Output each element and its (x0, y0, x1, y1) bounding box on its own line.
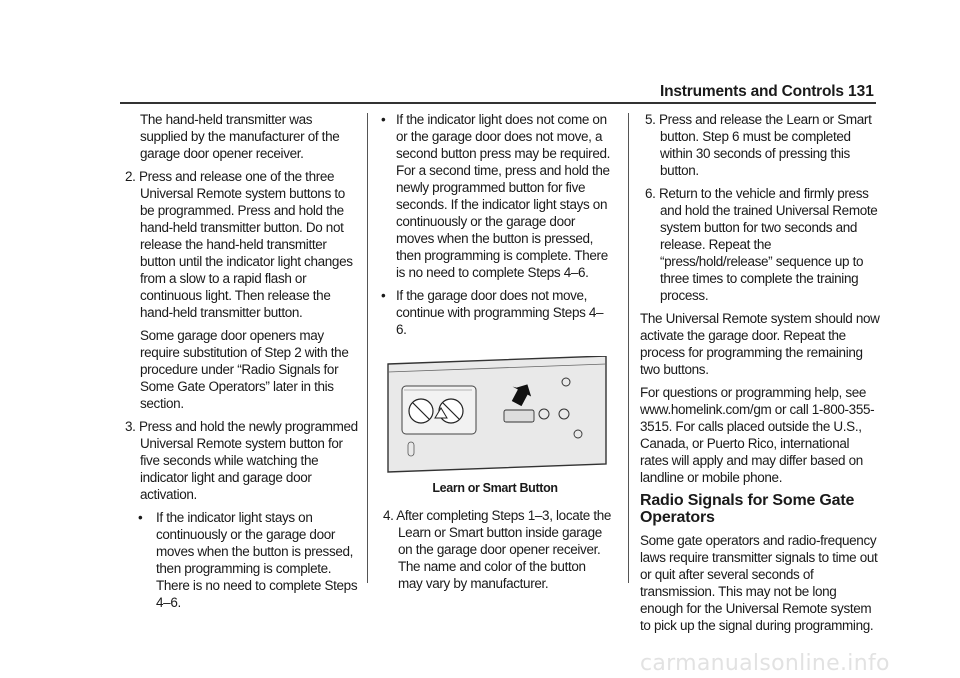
figure-caption: Learn or Smart Button (432, 481, 558, 495)
bullet-text: If the indicator light does not come on or the garage door does not move, a second button press may be required. For a second time, press and hold the newly programmed button for five seconds. If the indicator light stays on continuously or the garage door moves when the button is pressed, then programming is complete. There is no need to complete Steps 4–6. (396, 112, 611, 280)
column-2 (378, 111, 612, 598)
column-divider-1 (367, 113, 368, 583)
section-title: Instruments and Controls (660, 83, 844, 100)
paragraph: Some gate operators and radio-frequency laws require transmitter signals to time out or quit after several seconds of transmission. This may not be long enough for the Universal Remote system to pick up the signal during programming. (640, 533, 878, 633)
paragraph: Some garage door openers may require substitution of Step 2 with the procedure under “Radio Signals for Some Gate Operators” later in this section. (140, 328, 349, 411)
bullet-icon: • (381, 112, 386, 127)
garage-opener-receiver-drawing (384, 356, 614, 474)
column-1 (120, 111, 362, 617)
page-number: 131 (848, 83, 874, 100)
bullet-text: If the garage door does not move, continue with programming Steps 4–6. (396, 288, 604, 337)
step-4: 4. After completing Steps 1–3, locate the Learn or Smart button inside garage on the garage door opener receiver. The name and color of the button may vary by manufacturer. (383, 508, 612, 591)
bullet-text: If the indicator light stays on continuously or the garage door moves when the button is pressed, then programming is complete. There is no need to complete Steps 4–6. (156, 510, 358, 610)
column-divider-2 (628, 113, 629, 583)
paragraph: For questions or programming help, see www.homelink.com/gm or call 1-800-355-3515. For calls placed outside the U.S., Canada, or Puerto Rico, international rates will apply and may differ based on landline or mobile phone. (640, 385, 875, 485)
bullet-item (378, 287, 612, 338)
step-5: 5. Press and release the Learn or Smart button. Step 6 must be completed within 30 seconds of pressing this button. (645, 112, 872, 178)
step-2: 2. Press and release one of the three Universal Remote system buttons to be programmed. Press and hold the hand-held transmitter button. Do not release the hand-held transmitter button until the indicator light changes from a slow to a rapid flash or continuous light. Then release the hand-held transmitter button. (125, 169, 353, 320)
bullet-item (120, 509, 362, 611)
watermark-text: carmanualsonline.info (640, 651, 890, 676)
step-6: 6. Return to the vehicle and firmly press and hold the trained Universal Remote system button for two seconds and release. Repeat the “press/hold/release” sequence up to three times to complete the training process. (645, 186, 878, 303)
bullet-icon: • (138, 510, 143, 525)
learn-button-illustration (384, 356, 614, 474)
header-rule (120, 102, 876, 104)
learn-button (504, 410, 534, 422)
paragraph: The Universal Remote system should now activate the garage door. Repeat the process for programming the remaining two buttons. (640, 311, 880, 377)
bullet-icon: • (381, 288, 386, 303)
step-3: 3. Press and hold the newly programmed Universal Remote system button for five seconds while watching the indicator light and garage door activation. (125, 419, 358, 502)
paragraph: The hand-held transmitter was supplied by the manufacturer of the garage door opener receiver. (140, 112, 340, 161)
column-3 (640, 111, 880, 640)
bullet-item (378, 111, 612, 281)
subsection-heading: Radio Signals for Some Gate Operators (640, 492, 855, 526)
